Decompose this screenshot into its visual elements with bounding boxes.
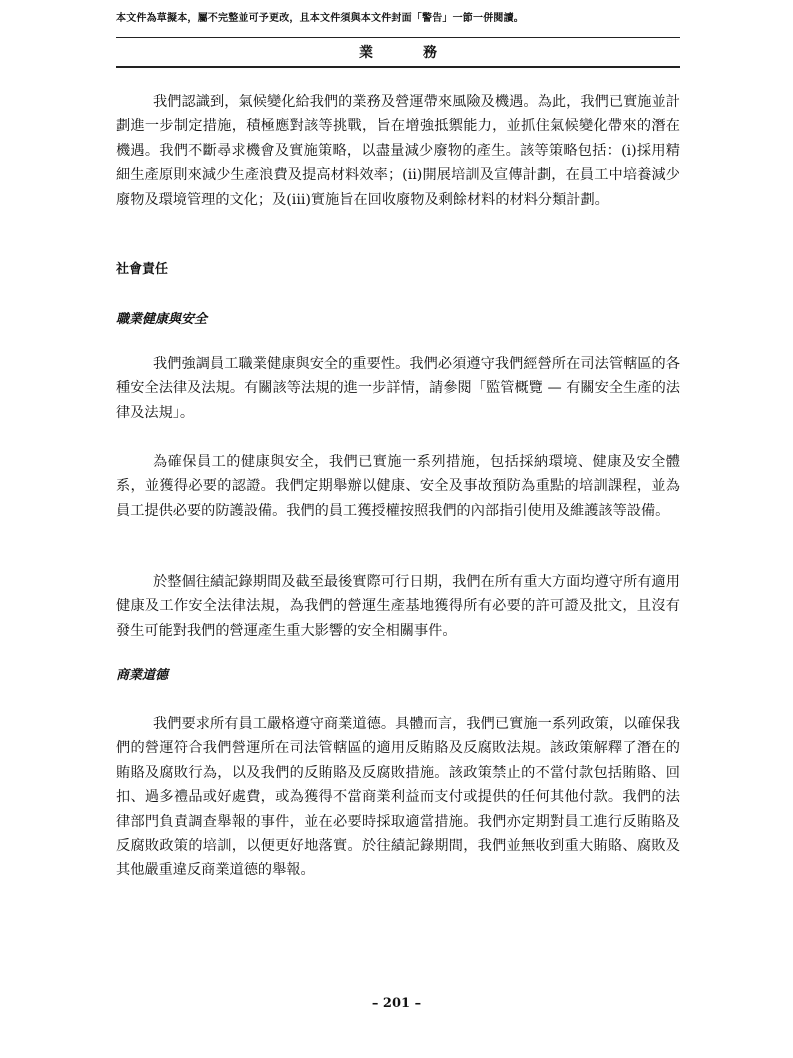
header-rule — [116, 37, 680, 38]
ohs-paragraph-3: 於整個往績記錄期間及截至最後實際可行日期，我們在所有重大方面均遵守所有適用健康及工作安全法律法規，為我們的營運生產基地獲得所有必要的許可證及批文，且沒有發生可能對我們的營運產生重大影響的安全相關事件。 — [116, 574, 680, 639]
business-ethics-paragraph: 我們要求所有員工嚴格遵守商業道德。具體而言，我們已實施一系列政策，以確保我們的營運符合我們營運所在司法管轄區的適用反賄賂及反腐敗法規。該政策解釋了潛在的賄賂及腐敗行為，以及我們的反賄賂及反腐敗措施。該政策禁止的不當付款包括賄賂、回扣、過多禮品或好處費，或為獲得不當商業利益而支付或提供的任何其他付款。我們的法律部門負責調查舉報的事件，並在必要時採取適當措施。我們亦定期對員工進行反賄賂及反腐敗政策的培訓，以便更好地落實。於往績記錄期間，我們並無收到重大賄賂、腐敗及其他嚴重違反商業道德的舉報。 — [116, 716, 680, 879]
section-title-rule — [116, 66, 680, 68]
social-responsibility-heading: 社會責任 — [116, 262, 169, 277]
section-title: 業 務 — [359, 45, 455, 61]
climate-paragraph: 我們認識到，氣候變化給我們的業務及營運帶來風險及機遇。為此，我們已實施並計劃進一步制定措施，積極應對該等挑戰，旨在增強抵禦能力，並抓住氣候變化帶來的潛在機遇。我們不斷尋求機會及實施策略，以盡量減少廢物的產生。該等策略包括：(i)採用精細生產原則來減少生產浪費及提高材料效率；(ii)開展培訓及宣傳計劃，在員工中培養減少廢物及環境管理的文化；及(iii)實施旨在回收廢物及剩餘材料的材料分類計劃。 — [116, 94, 680, 208]
ohs-paragraph-2: 為確保員工的健康與安全，我們已實施一系列措施，包括採納環境、健康及安全體系，並獲得必要的認證。我們定期舉辦以健康、安全及事故預防為重點的培訓課程，並為員工提供必要的防護設備。我們的員工獲授權按照我們的內部指引使用及維護該等設備。 — [116, 454, 680, 519]
page-number: – 201 – — [371, 996, 422, 1011]
ohs-heading: 職業健康與安全 — [116, 312, 208, 327]
draft-disclaimer: 本文件為草擬本，屬不完整並可予更改，且本文件須與本文件封面「警告」一節一併閱讀。 — [116, 13, 524, 24]
ohs-paragraph-1: 我們強調員工職業健康與安全的重要性。我們必須遵守我們經營所在司法管轄區的各種安全法律及法規。有關該等法規的進一步詳情，請參閱「監管概覽 — 有關安全生產的法律及法規」。 — [116, 356, 680, 421]
business-ethics-heading: 商業道德 — [116, 668, 169, 683]
